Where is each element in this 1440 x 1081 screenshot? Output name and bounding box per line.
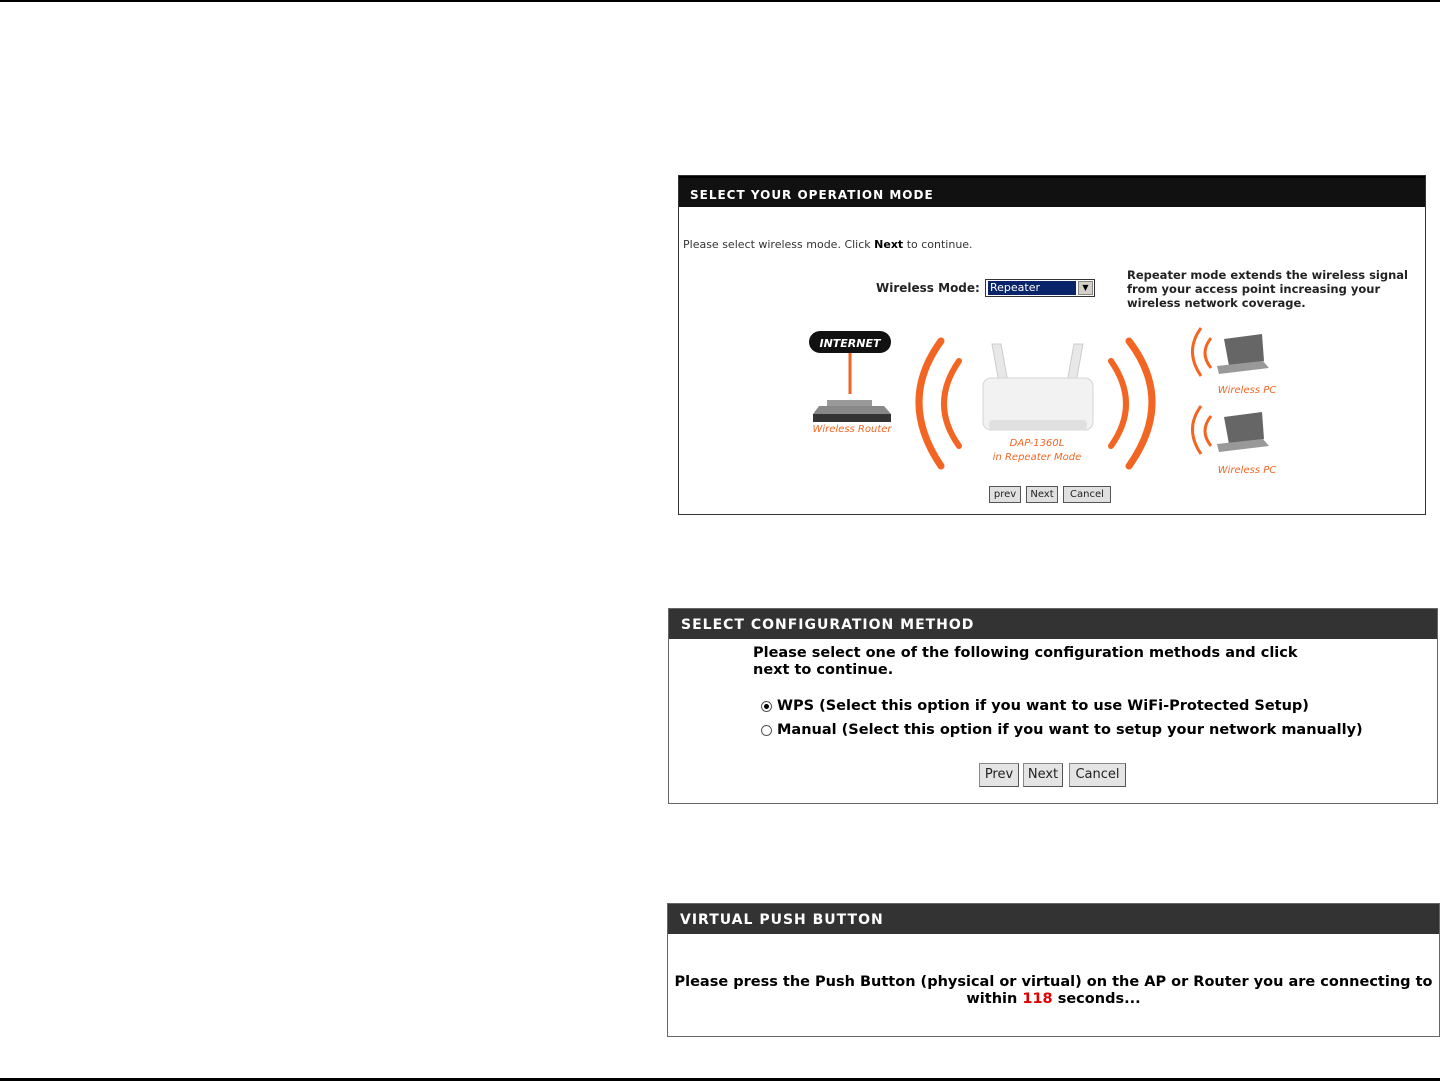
internet-badge: [809, 331, 891, 353]
countdown-seconds: 118: [1022, 991, 1053, 1007]
pc-label-1: Wireless PC: [1217, 385, 1277, 396]
signal-waves-left: [919, 341, 959, 466]
manual-option-label: Manual (Select this option if you want to setup your network manually): [777, 722, 1363, 738]
configuration-method-header: SELECT CONFIGURATION METHOD: [669, 609, 1437, 639]
wireless-mode-selected-value: Repeater: [988, 281, 1076, 295]
repeater-diagram-svg: [679, 316, 1425, 476]
cancel-button[interactable]: Cancel: [1063, 486, 1111, 503]
wps-option-label: WPS (Select this option if you want to use WiFi-Protected Setup): [777, 698, 1309, 714]
device-label-line1: DAP-1360L: [1009, 438, 1065, 449]
manual-option[interactable]: [761, 722, 1363, 738]
virtual-push-button-header: VIRTUAL PUSH BUTTON: [668, 904, 1439, 934]
router-label: Wireless Router: [812, 424, 892, 435]
wireless-pc-icon-1: [1193, 328, 1270, 376]
prev-button[interactable]: Prev: [979, 763, 1019, 787]
operation-mode-header: SELECT YOUR OPERATION MODE: [679, 176, 1425, 207]
pc-label-2: Wireless PC: [1217, 465, 1277, 476]
mode-description: Repeater mode extends the wireless signal from your access point increasing your wireless network coverage.: [1127, 268, 1408, 310]
push-button-message: Please press the Push Button (physical or virtual) on the AP or Router you are connecting to within 118 seconds...: [674, 974, 1433, 1007]
prev-button[interactable]: prev: [989, 486, 1021, 503]
wireless-mode-label: Wireless Mode:: [876, 281, 980, 295]
router-icon: [813, 400, 891, 422]
next-button[interactable]: Next: [1026, 486, 1058, 503]
operation-mode-panel: [678, 175, 1426, 515]
repeater-device-icon: [983, 344, 1093, 430]
wps-option[interactable]: [761, 698, 1309, 714]
repeater-diagram: [679, 316, 1425, 476]
wps-radio[interactable]: [761, 701, 772, 712]
manual-radio[interactable]: [761, 725, 772, 736]
wireless-mode-select[interactable]: [985, 279, 1095, 297]
internet-label: INTERNET: [819, 337, 881, 350]
chevron-down-icon[interactable]: ▼: [1078, 281, 1093, 295]
wireless-pc-icon-2: [1193, 406, 1270, 454]
next-button[interactable]: Next: [1023, 763, 1063, 787]
top-rule: [0, 0, 1440, 2]
signal-waves-right: [1111, 341, 1152, 466]
virtual-push-button-panel: [667, 903, 1440, 1037]
configuration-method-panel: [668, 608, 1438, 804]
cancel-button[interactable]: Cancel: [1069, 763, 1126, 787]
device-label-line2: in Repeater Mode: [992, 452, 1082, 463]
operation-mode-instruction: Please select wireless mode. Click Next to continue.: [683, 238, 973, 251]
configuration-method-instruction: Please select one of the following configuration methods and click next to continue.: [753, 645, 1298, 678]
